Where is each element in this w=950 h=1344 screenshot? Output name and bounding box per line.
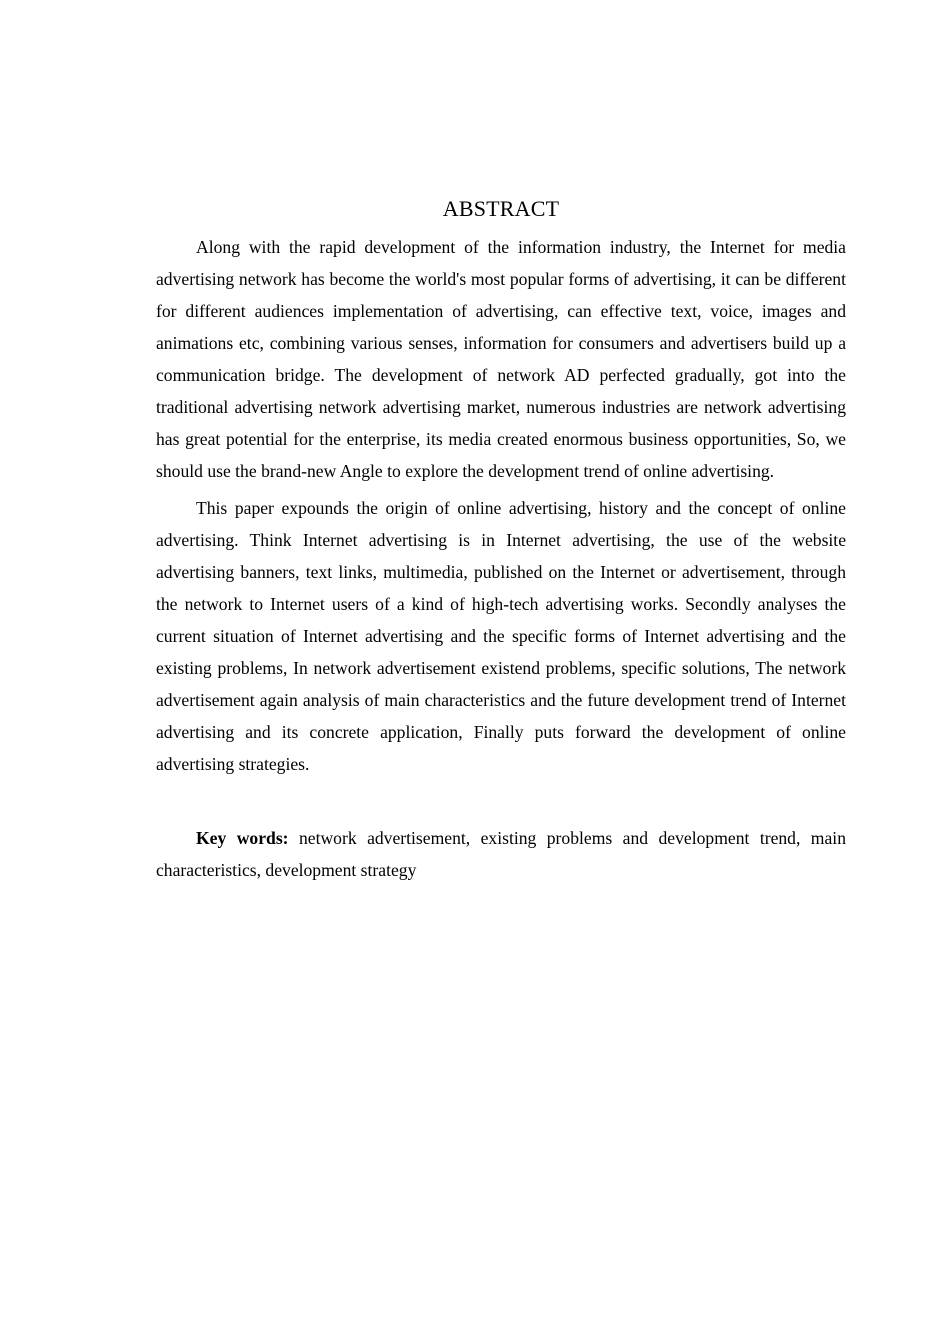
keywords-text: network advertisement, existing problems and development trend, main characteristics, development strategy [156, 828, 846, 880]
keywords-line [156, 822, 846, 886]
keywords-label: Key words: [196, 828, 289, 848]
abstract-page [156, 190, 846, 886]
abstract-paragraph-1: Along with the rapid development of the information industry, the Internet for media advertising network has become the world's most popular forms of advertising, it can be different for different audiences implementation of advertising, can effective text, voice, images and animations etc, combining various senses, information for consumers and advertisers build up a communication bridge. The development of network AD perfected gradually, got into the traditional advertising network advertising market, numerous industries are network advertising has great potential for the enterprise, its media created enormous business opportunities, So, we should use the brand-new Angle to explore the development trend of online advertising. [156, 237, 846, 481]
abstract-title: ABSTRACT [442, 196, 560, 221]
abstract-paragraph-2: This paper expounds the origin of online advertising, history and the concept of online advertising. Think Internet advertising is in Internet advertising, the use of the website advertising banners, text links, multimedia, published on the Internet or advertisement, through the network to Internet users of a kind of high-tech advertising works. Secondly analyses the current situation of Internet advertising and the specific forms of Internet advertising and the existing problems, In network advertisement existend problems, specific solutions, The network advertisement again analysis of main characteristics and the future development trend of Internet advertising and its concrete application, Finally puts forward the development of online advertising strategies. [156, 498, 846, 774]
